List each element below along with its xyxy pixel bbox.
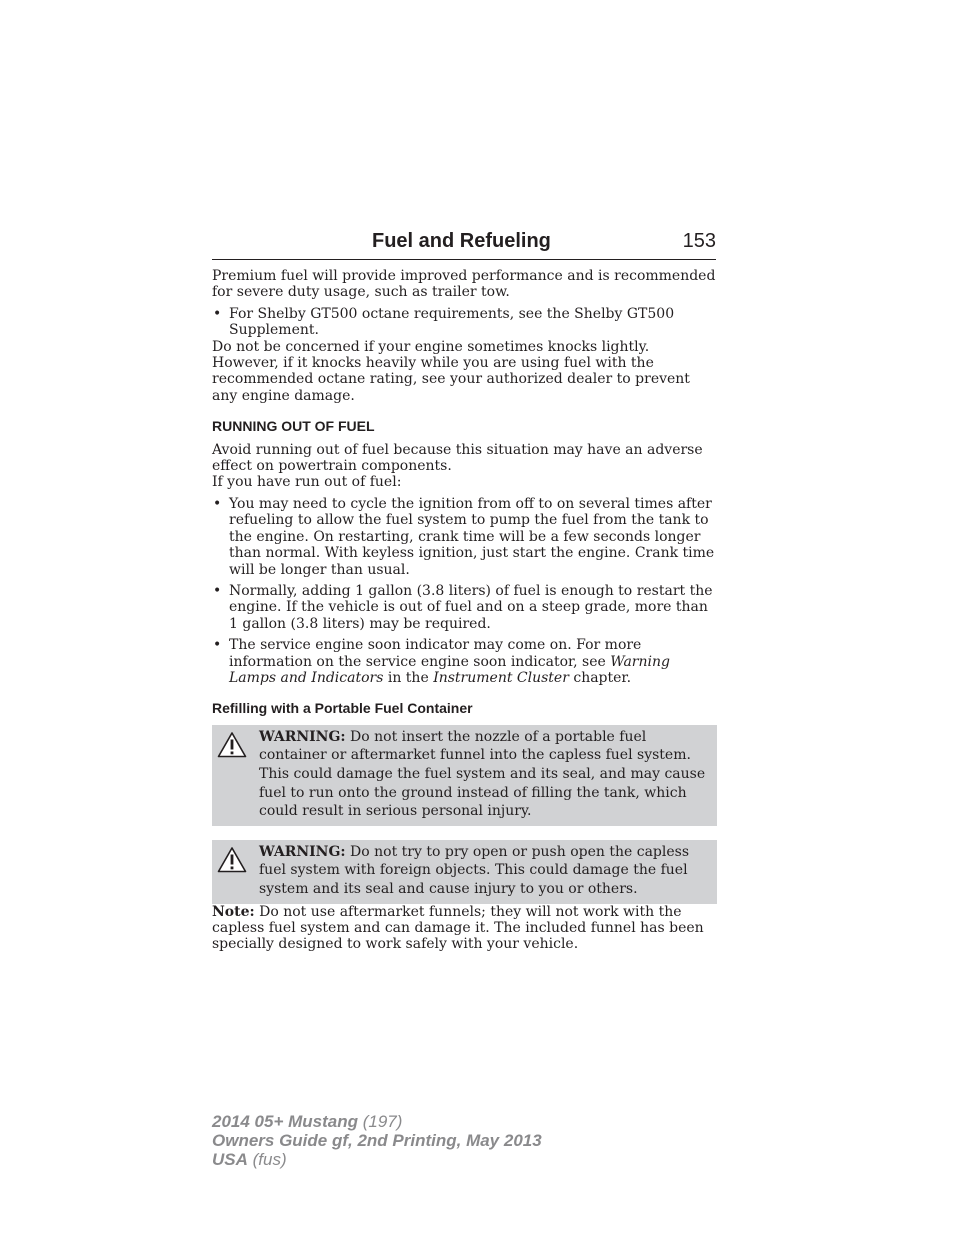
footer-line-1	[212, 1112, 542, 1131]
running-out-paragraph-1: Avoid running out of fuel because this situation may have an adverse effect on powertrain components.	[212, 441, 703, 475]
heading-running-out-of-fuel: RUNNING OUT OF FUEL	[212, 418, 375, 435]
list-item	[212, 306, 718, 339]
page-content	[212, 268, 718, 953]
note-label: Note:	[212, 903, 255, 920]
warning-label: WARNING:	[259, 728, 346, 745]
footer-printing: Owners Guide gf, 2nd Printing, May 2013	[212, 1131, 542, 1150]
footer-model: 2014 05+ Mustang	[212, 1112, 358, 1131]
list-item	[212, 583, 718, 632]
section-title: Fuel and Refueling	[372, 230, 551, 252]
bullet-icon: •	[213, 305, 222, 322]
warning-box	[212, 840, 717, 904]
footer-market: USA	[212, 1150, 248, 1169]
bullet-text: For Shelby GT500 octane requirements, see the Shelby GT500 Supplement.	[229, 305, 675, 339]
warning-body: Do not insert the nozzle of a portable fuel container or aftermarket funnel into the capless fuel system. This could damage the fuel system and its seal, and may cause fuel to run onto the ground instead of filling the tank, which could result in serious personal injury.	[259, 728, 706, 820]
bullet-text: You may need to cycle the ignition from off to on several times after refueling to allow the fuel system to pump the fuel from the tank to the engine. On restarting, crank time will be a few seconds longer than normal. With keyless ignition, just start the engine. Crank time will be longer than usual.	[229, 495, 715, 578]
footer-line-2	[212, 1131, 542, 1150]
warning-triangle-icon	[217, 846, 247, 873]
bullet-text	[229, 637, 670, 686]
warning-box	[212, 725, 717, 826]
footer-market-code: (fus)	[247, 1150, 287, 1169]
bullet-icon: •	[213, 637, 222, 654]
list-item	[212, 496, 718, 578]
warning-label: WARNING:	[259, 843, 346, 860]
warning-text	[216, 728, 712, 821]
bullet-text-part: The service engine soon indicator may come on. For more information on the service engine soon indicator, see	[229, 637, 642, 670]
bullet-text: Normally, adding 1 gallon (3.8 liters) of fuel is enough to restart the engine. If the vehicle is out of fuel and on a steep grade, more than 1 gallon (3.8 liters) may be required.	[229, 582, 713, 632]
intro-paragraph-2: Do not be concerned if your engine sometimes knocks lightly. However, if it knocks heavily while you are using fuel with the recommended octane rating, see your authorized dealer to prevent any engine damage.	[212, 338, 690, 404]
cross-reference-instrument-cluster: Instrument Cluster	[433, 669, 569, 686]
page-footer	[212, 1112, 542, 1169]
list-item	[212, 637, 718, 686]
footer-line-3	[212, 1150, 542, 1169]
bullet-text-part: in the	[383, 669, 434, 686]
warning-body: Do not try to pry open or push open the capless fuel system with foreign objects. This could damage the fuel system and its seal and cause injury to you or others.	[259, 843, 690, 897]
running-out-paragraph-2: If you have run out of fuel:	[212, 474, 402, 491]
warning-text	[216, 843, 712, 899]
bullet-text-part: chapter.	[568, 669, 632, 686]
cross-reference-warning-lamps: Warning Lamps and Indicators	[229, 653, 670, 686]
page-header	[212, 229, 716, 260]
footer-model-code: (197)	[358, 1112, 403, 1131]
bullet-icon: •	[213, 582, 222, 599]
page-number: 153	[682, 230, 716, 252]
note-text: Do not use aftermarket funnels; they will not work with the capless fuel system and can damage it. The included funnel has been specially designed to work safely with your vehicle.	[212, 903, 704, 953]
heading-refilling: Refilling with a Portable Fuel Container	[212, 700, 473, 717]
note-paragraph	[212, 904, 718, 953]
bullet-icon: •	[213, 495, 222, 512]
warning-triangle-icon	[217, 731, 247, 758]
intro-paragraph-1: Premium fuel will provide improved performance and is recommended for severe duty usage, such as trailer tow.	[212, 268, 716, 301]
